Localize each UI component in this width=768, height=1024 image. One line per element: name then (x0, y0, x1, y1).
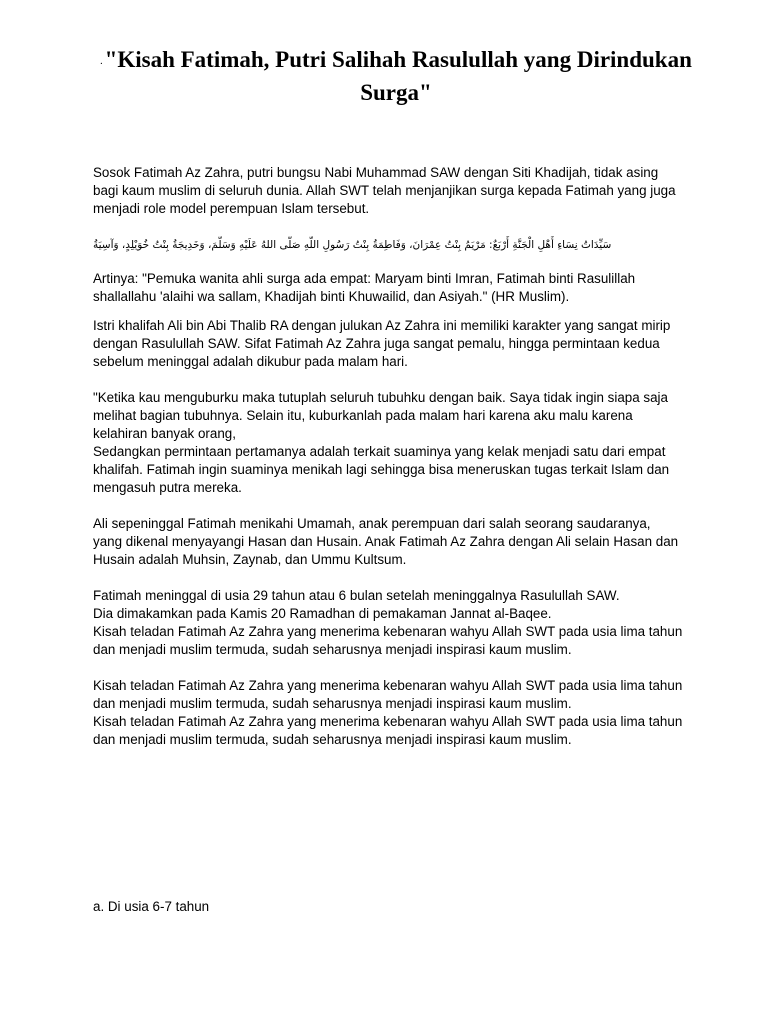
answer-option: a. Di usia 6-7 tahun (93, 899, 210, 914)
document-title-block (96, 44, 696, 108)
arabic-hadith: سَيِّدَاتُ نِسَاءِ أَهْلِ الْجَنَّةِ أَرْبَعٌ: مَرْيَمُ بِنْتُ عِمْرَانَ، وَفَاطِمَةُ بِنْتُ رَسُولِ اللَّهِ صَلَّى اللهُ عَلَيْهِ وَسَلَّمَ، وَخَدِيجَةُ بِنْتُ خُوَيْلِدٍ، وَآسِيَةُ (93, 239, 612, 251)
umamah-paragraph: Ali sepeninggal Fatimah menikahi Umamah, anak perempuan dari salah seorang saudaranya, yang dikenal menyayangi Hasan dan Husain. Anak Fatimah Az Zahra dengan Ali selain Hasan dan Husain adalah Muhsin, Zaynab, dan Ummu Kultsum. (93, 516, 679, 567)
intro-paragraph: Sosok Fatimah Az Zahra, putri bungsu Nabi Muhammad SAW dengan Siti Khadijah, tidak asing bagi kaum muslim di seluruh dunia. Allah SWT telah menjanjikan surga kepada Fatimah yang juga menjadi role model perempuan Islam tersebut. (93, 165, 676, 216)
death-paragraph: Fatimah meninggal di usia 29 tahun atau 6 bulan setelah meninggalnya Rasulullah SAW. Dia dimakamkan pada Kamis 20 Ramadhan di pemakaman Jannat al-Baqee. Kisah teladan Fatimah Az Zahra yang menerima kebenaran wahyu Allah SWT pada usia lima tahun dan menjadi muslim termuda, sudah seharusnya menjadi inspirasi kaum muslim. (93, 588, 683, 657)
ali-paragraph: Istri khalifah Ali bin Abi Thalib RA dengan julukan Az Zahra ini memiliki karakter yang sangat mirip dengan Rasulullah SAW. Sifat Fatimah Az Zahra juga sangat pemalu, hingga permintaan kedua sebelum meninggal adalah dikubur pada malam hari. (93, 318, 671, 369)
translation-paragraph: Artinya: "Pemuka wanita ahli surga ada empat: Maryam binti Imran, Fatimah binti Rasulillah shallallahu 'alaihi wa sallam, Khadijah binti Khuwailid, dan Asiyah." (HR Muslim). (93, 271, 636, 304)
request-paragraph: "Ketika kau menguburku maka tutuplah seluruh tubuhku dengan baik. Saya tidak ingin siapa saja melihat bagian tubuhnya. Selain itu, kuburkanlah pada malam hari karena aku malu karena kelahiran banyak orang, Sedangkan permintaan pertamanya adalah terkait suaminya yang kelak menjadi satu dari empat khalifah. Fatimah ingin suaminya menikah lagi sehingga bisa meneruskan tugas terkait Islam dan mengasuh putra mereka. (93, 390, 670, 495)
document-body (93, 164, 683, 749)
repeated-paragraph: Kisah teladan Fatimah Az Zahra yang menerima kebenaran wahyu Allah SWT pada usia lima tahun dan menjadi muslim termuda, sudah seharusnya menjadi inspirasi kaum muslim. Kisah teladan Fatimah Az Zahra yang menerima kebenaran wahyu Allah SWT pada usia lima tahun dan menjadi muslim termuda, sudah seharusnya menjadi inspirasi kaum muslim. (93, 678, 683, 747)
page-title: "Kisah Fatimah, Putri Salihah Rasulullah yang Dirindukan Surga" (104, 47, 692, 106)
title-mark: . (100, 56, 103, 68)
